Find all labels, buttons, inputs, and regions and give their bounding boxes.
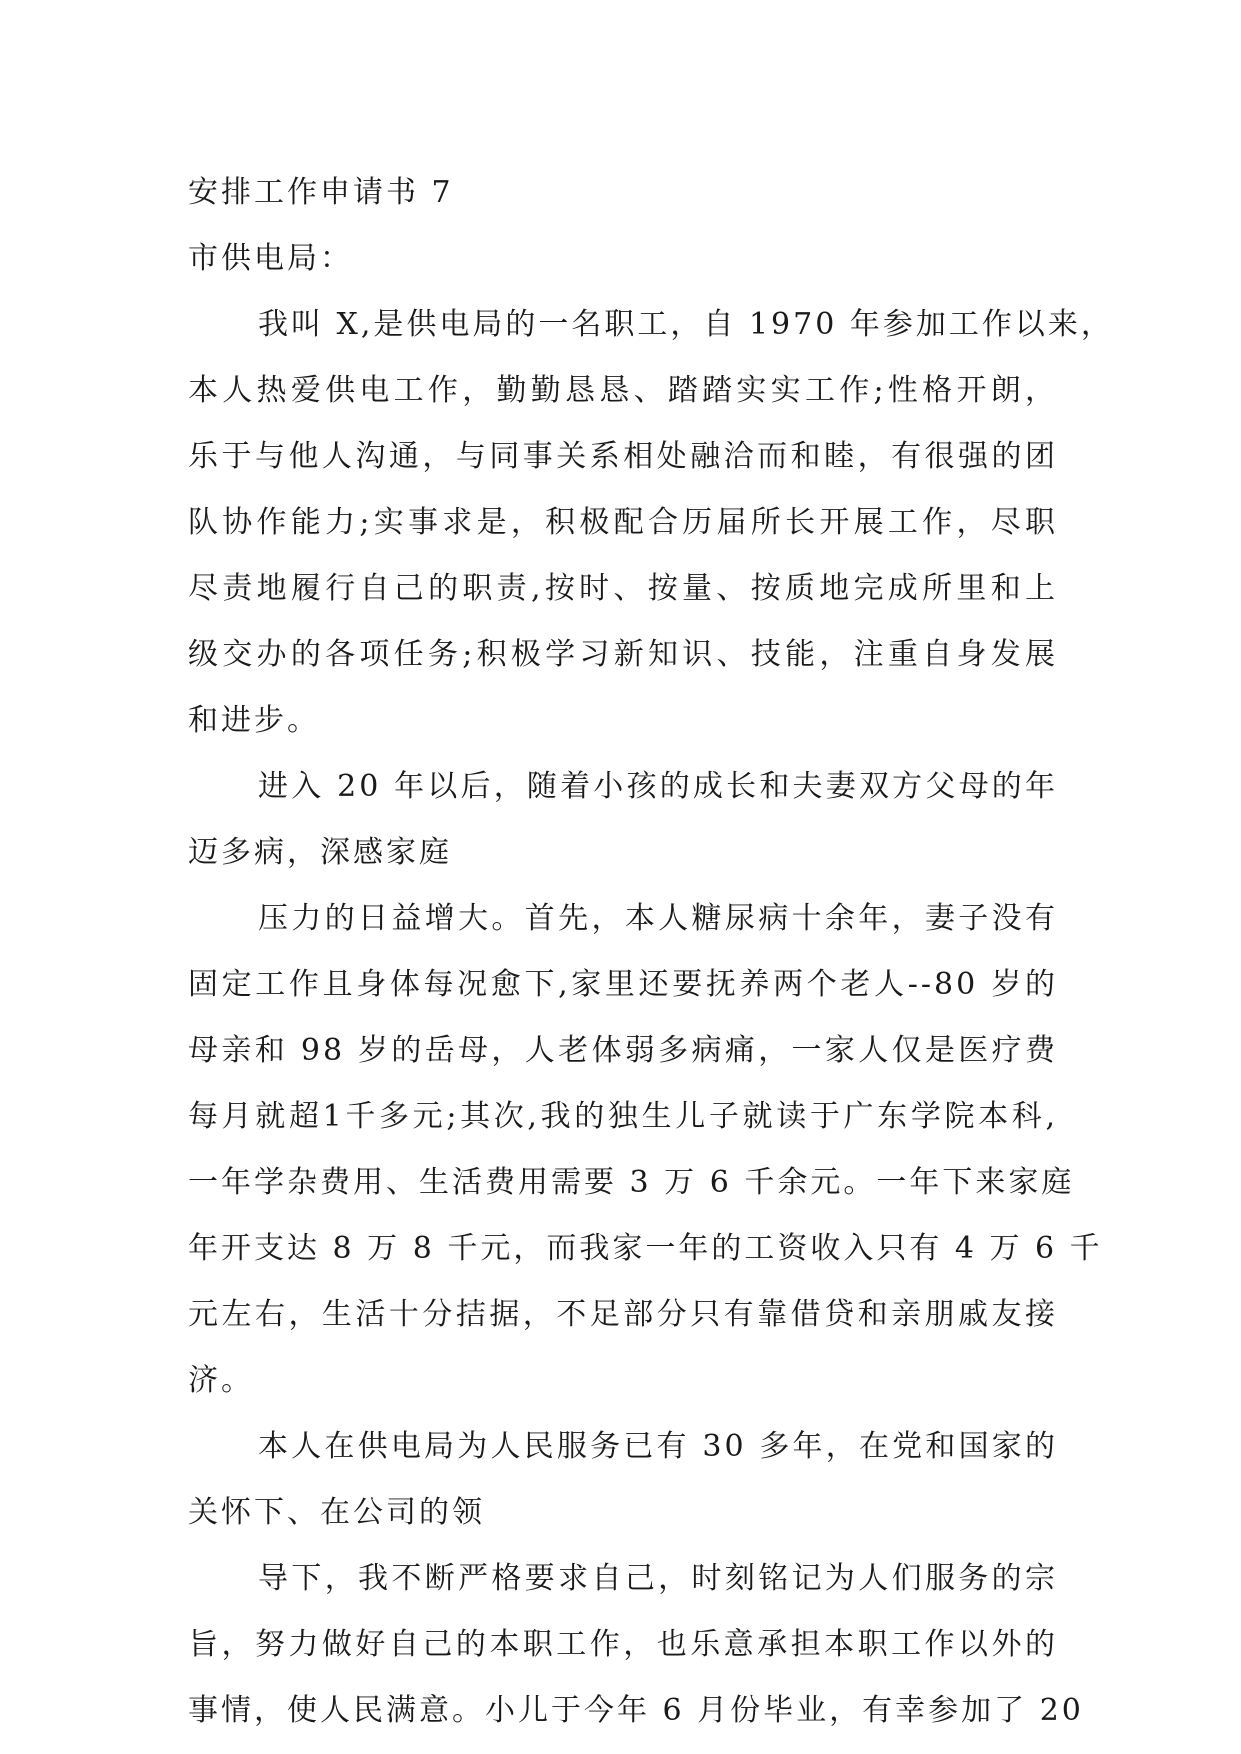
text-line: 一年学杂费用、生活费用需要 3 万 6 千余元。一年下来家庭 bbox=[188, 1165, 1075, 1200]
text-line: 旨，努力做好自己的本职工作，也乐意承担本职工作以外的 bbox=[188, 1627, 1058, 1662]
document-title: 安排工作申请书 7 bbox=[188, 175, 454, 210]
text-line: 和进步。 bbox=[188, 703, 320, 738]
document-page bbox=[188, 160, 1114, 1744]
text-line: 关怀下、在公司的领 bbox=[188, 1495, 485, 1530]
text-line: 迈多病，深感家庭 bbox=[188, 835, 452, 870]
text-line: 压力的日益增大。首先，本人糖尿病十余年，妻子没有 bbox=[258, 901, 1058, 936]
text-line: 固定工作且身体每况愈下,家里还要抚养两个老人--80 岁的 bbox=[188, 967, 1058, 1002]
text-line: 级交办的各项任务;积极学习新知识、技能，注重自身发展 bbox=[188, 637, 1058, 672]
text-line: 年开支达 8 万 8 千元，而我家一年的工资收入只有 4 万 6 千 bbox=[188, 1231, 1103, 1266]
text-line: 我叫 X,是供电局的一名职工，自 1970 年参加工作以来， bbox=[258, 307, 1114, 342]
paragraph bbox=[188, 754, 1058, 886]
paragraph bbox=[188, 1546, 1084, 1744]
text-line: 本人在供电局为人民服务已有 30 多年，在党和国家的 bbox=[258, 1429, 1058, 1464]
text-line: 导下，我不断严格要求自己，时刻铭记为人们服务的宗 bbox=[258, 1561, 1058, 1596]
text-line: 本人热爱供电工作，勤勤恳恳、踏踏实实工作;性格开朗， bbox=[188, 373, 1058, 408]
text-line: 尽责地履行自己的职责,按时、按量、按质地完成所里和上 bbox=[188, 571, 1058, 606]
text-line: 元左右，生活十分拮据，不足部分只有靠借贷和亲朋戚友接 bbox=[188, 1297, 1058, 1332]
salutation: 市供电局： bbox=[188, 241, 353, 276]
text-line: 济。 bbox=[188, 1363, 254, 1398]
text-line: 母亲和 98 岁的岳母，人老体弱多病痛，一家人仅是医疗费 bbox=[188, 1033, 1058, 1068]
text-line: 乐于与他人沟通，与同事关系相处融洽而和睦，有很强的团 bbox=[188, 439, 1058, 474]
text-line: 每月就超1千多元;其次,我的独生儿子就读于广东学院本科, bbox=[188, 1099, 1058, 1134]
text-line: 进入 20 年以后，随着小孩的成长和夫妻双方父母的年 bbox=[258, 769, 1058, 804]
paragraph bbox=[188, 886, 1103, 1414]
paragraph bbox=[188, 292, 1114, 754]
paragraph bbox=[188, 1414, 1058, 1546]
text-line: 事情，使人民满意。小儿于今年 6 月份毕业，有幸参加了 20 bbox=[188, 1693, 1084, 1728]
text-line: 队协作能力;实事求是，积极配合历届所长开展工作，尽职 bbox=[188, 505, 1058, 540]
